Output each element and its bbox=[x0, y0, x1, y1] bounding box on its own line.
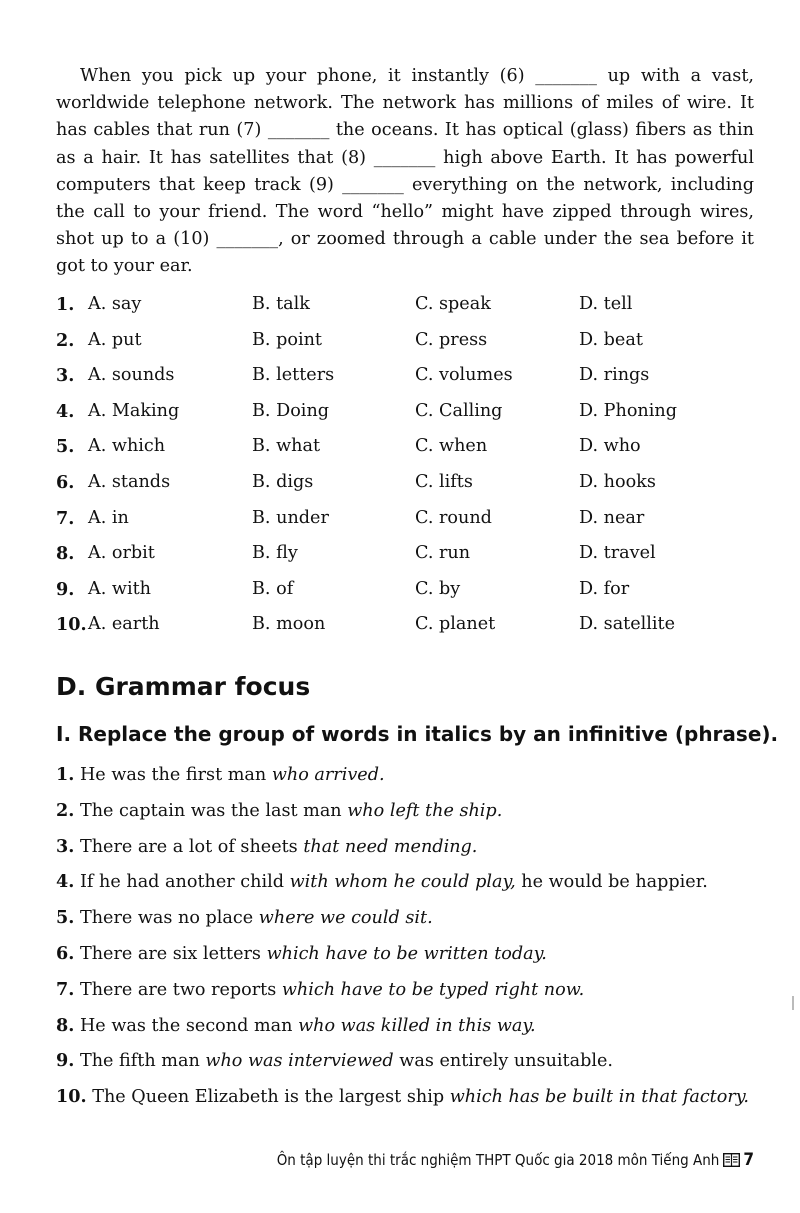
option-row bbox=[56, 290, 756, 326]
exercise-text: The fifth man bbox=[79, 1051, 200, 1072]
exercise-text: The captain was the last man bbox=[79, 800, 342, 821]
exercise-italic-text: which have to be written today. bbox=[266, 943, 547, 964]
question-number: 4. bbox=[56, 400, 75, 422]
exercise-text: If he had another child bbox=[79, 872, 284, 893]
exercise-item bbox=[56, 943, 756, 979]
question-number: 10. bbox=[56, 614, 87, 636]
exercise-text: He was the first man bbox=[79, 765, 267, 785]
option-b: B. Doing bbox=[252, 400, 330, 421]
question-number: 6. bbox=[56, 471, 75, 493]
exercise-number: 2. bbox=[56, 799, 75, 821]
exercise-italic-text: who was interviewed bbox=[205, 1051, 394, 1072]
option-a: A. say bbox=[88, 294, 142, 314]
exercise-italic-text: where we could sit. bbox=[258, 908, 433, 929]
exercise-number: 9. bbox=[56, 1050, 75, 1072]
exercise-text: There are six letters bbox=[79, 943, 261, 964]
passage-text: When you pick up your phone, it instantly (6) _______ up with a vast, worldwide telephone network. The network has millions of miles of wire. It has cables that run (7) _______ the oceans. It has optical (glass) fibers as thin as a hair. It has satellites that (8) _______ high above Earth. It has powerful computers that keep track (9) _______ everything on the network, including the call to your friend. The word “hello” might have zipped through wires, shot up to a (10) _______, or zoomed through a cable under the sea before it got to your ear. bbox=[56, 66, 754, 277]
option-b: B. talk bbox=[252, 294, 310, 314]
exercise-number: 3. bbox=[56, 835, 75, 857]
option-c: C. Calling bbox=[415, 400, 503, 421]
exercise-italic-text: who left the ship. bbox=[347, 800, 503, 821]
option-d: D. beat bbox=[579, 329, 643, 350]
option-c: C. planet bbox=[415, 614, 496, 635]
option-a: A. earth bbox=[88, 614, 160, 635]
exercise-italic-text: with whom he could play, bbox=[289, 872, 516, 893]
option-a: A. Making bbox=[88, 400, 180, 421]
option-row bbox=[56, 432, 756, 468]
question-number: 5. bbox=[56, 436, 75, 458]
option-row bbox=[56, 610, 756, 646]
exercise-item bbox=[56, 1086, 756, 1122]
exercise-number: 6. bbox=[56, 942, 75, 964]
question-number: 9. bbox=[56, 578, 75, 600]
option-d: D. Phoning bbox=[579, 400, 677, 421]
exercise-number: 8. bbox=[56, 1014, 75, 1036]
page-number: 7 bbox=[743, 1150, 754, 1170]
option-b: B. what bbox=[252, 436, 321, 457]
exercise-number: 7. bbox=[56, 978, 75, 1000]
option-d: D. for bbox=[579, 578, 630, 599]
exercise-number: 1. bbox=[56, 764, 75, 785]
book-icon bbox=[723, 1153, 740, 1167]
reading-passage bbox=[56, 63, 754, 281]
exercise-text: There are two reports bbox=[79, 979, 277, 1000]
exercise-instruction: I. Replace the group of words in italics by an infinitive (phrase). bbox=[56, 722, 779, 746]
question-number: 3. bbox=[56, 365, 75, 387]
option-c: C. lifts bbox=[415, 471, 473, 492]
option-row bbox=[56, 361, 756, 397]
exercise-italic-text: which have to be typed right now. bbox=[281, 979, 585, 1000]
margin-mark bbox=[792, 996, 794, 1010]
option-a: A. stands bbox=[88, 471, 171, 492]
exercise-item bbox=[56, 979, 756, 1015]
option-a: A. with bbox=[88, 578, 151, 599]
option-c: C. round bbox=[415, 507, 492, 528]
exercise-list bbox=[56, 764, 756, 1122]
question-number: 8. bbox=[56, 543, 75, 565]
exercise-text: The Queen Elizabeth is the largest ship bbox=[92, 1087, 445, 1108]
exercise-item bbox=[56, 764, 756, 800]
option-a: A. orbit bbox=[88, 543, 155, 564]
exercise-item bbox=[56, 907, 756, 943]
option-row bbox=[56, 504, 756, 540]
option-d: D. satellite bbox=[579, 614, 676, 635]
option-row bbox=[56, 575, 756, 611]
option-a: A. sounds bbox=[88, 365, 175, 386]
exercise-italic-text: that need mending. bbox=[303, 836, 478, 857]
option-d: D. who bbox=[579, 436, 641, 457]
exercise-text-end: was entirely unsuitable. bbox=[399, 1051, 613, 1072]
option-d: D. near bbox=[579, 507, 645, 528]
question-number: 7. bbox=[56, 507, 75, 529]
option-a: A. in bbox=[88, 507, 129, 528]
option-row bbox=[56, 397, 756, 433]
section-heading: D. Grammar focus bbox=[56, 672, 311, 701]
option-b: B. of bbox=[252, 578, 294, 599]
option-c: C. by bbox=[415, 578, 461, 599]
exercise-item bbox=[56, 1050, 756, 1086]
exercise-italic-text: which has be built in that factory. bbox=[449, 1087, 749, 1108]
option-c: C. press bbox=[415, 329, 488, 350]
option-row bbox=[56, 539, 756, 575]
exercise-item bbox=[56, 800, 756, 836]
option-b: B. digs bbox=[252, 471, 314, 492]
option-d: D. rings bbox=[579, 365, 650, 386]
exercise-item bbox=[56, 1015, 756, 1051]
exercise-text-end: he would be happier. bbox=[521, 872, 708, 893]
exercise-text: There are a lot of sheets bbox=[79, 836, 298, 857]
option-a: A. put bbox=[88, 329, 142, 350]
option-c: C. volumes bbox=[415, 365, 513, 386]
footer-text: Ôn tập luyện thi trắc nghiệm THPT Quốc gia 2018 môn Tiếng Anh bbox=[276, 1151, 720, 1169]
answer-options-list bbox=[56, 290, 756, 646]
option-c: C. run bbox=[415, 543, 471, 564]
option-a: A. which bbox=[88, 436, 166, 457]
option-b: B. under bbox=[252, 507, 329, 528]
exercise-item bbox=[56, 871, 756, 907]
option-b: B. point bbox=[252, 329, 322, 350]
exercise-text: He was the second man bbox=[79, 1015, 293, 1036]
question-number: 1. bbox=[56, 294, 75, 315]
option-d: D. hooks bbox=[579, 471, 656, 492]
exercise-number: 10. bbox=[56, 1086, 87, 1108]
exercise-number: 5. bbox=[56, 907, 75, 929]
page-footer bbox=[277, 1150, 754, 1170]
option-c: C. when bbox=[415, 436, 488, 457]
option-row bbox=[56, 468, 756, 504]
option-b: B. fly bbox=[252, 543, 298, 564]
exercise-italic-text: who was killed in this way. bbox=[298, 1015, 536, 1036]
option-d: D. tell bbox=[579, 294, 633, 314]
exercise-text: There was no place bbox=[79, 908, 254, 929]
option-d: D. travel bbox=[579, 543, 656, 564]
option-b: B. letters bbox=[252, 365, 335, 386]
option-row bbox=[56, 326, 756, 362]
exercise-number: 4. bbox=[56, 871, 75, 893]
option-c: C. speak bbox=[415, 294, 491, 314]
option-b: B. moon bbox=[252, 614, 326, 635]
exercise-item bbox=[56, 836, 756, 872]
exercise-italic-text: who arrived. bbox=[271, 765, 385, 785]
question-number: 2. bbox=[56, 329, 75, 351]
